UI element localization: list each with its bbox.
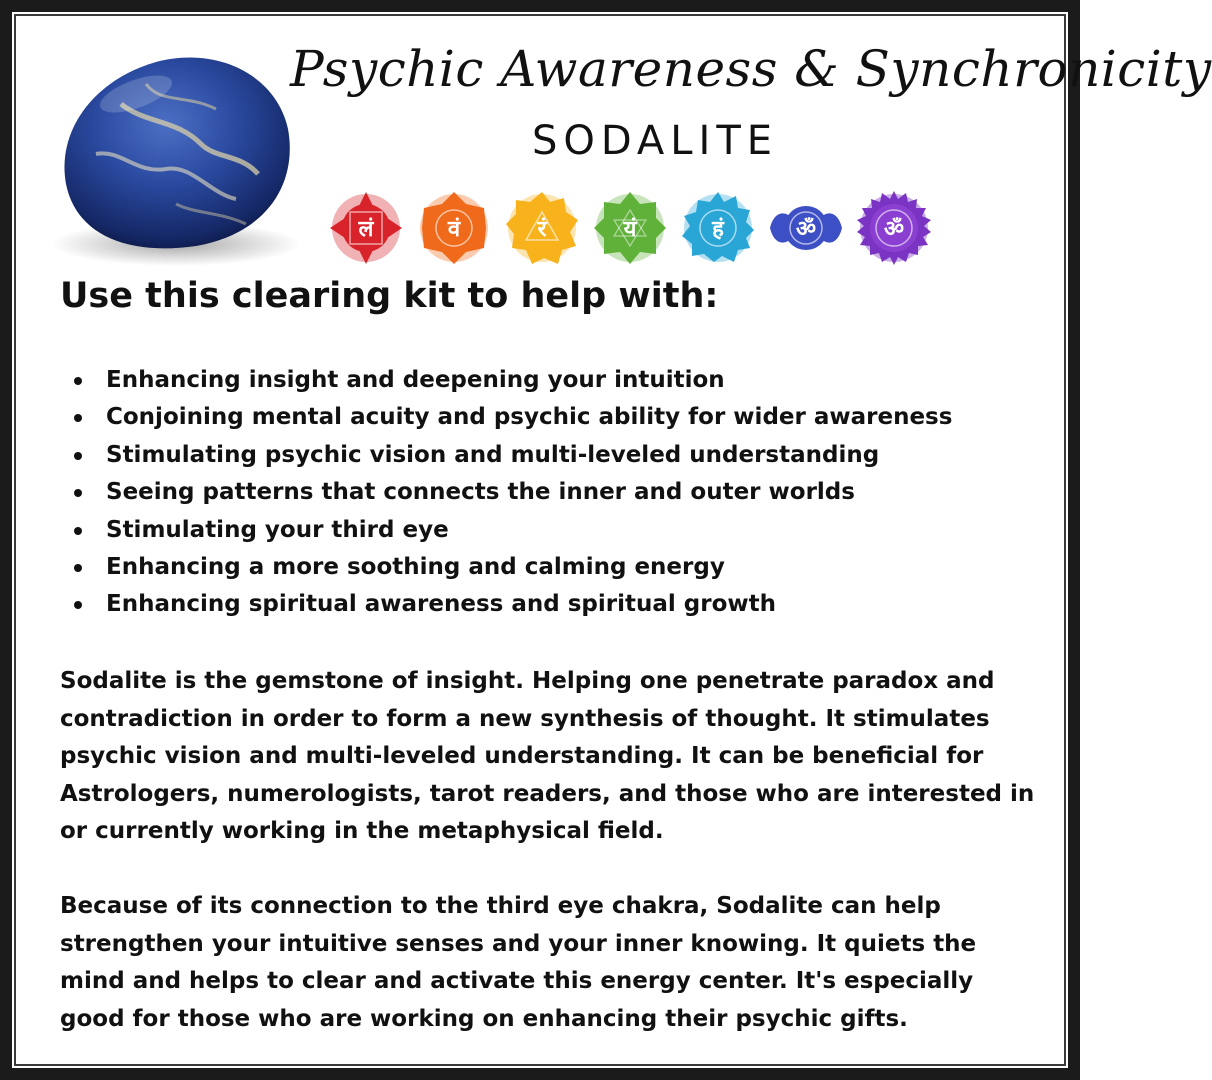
chakra-icons-row [328, 190, 932, 266]
section-heading: Use this clearing kit to help with: [60, 276, 719, 316]
chakra-glyph: रं [537, 217, 547, 242]
sodalite-stone-image [26, 34, 306, 274]
chakra-glyph: हं [712, 217, 724, 242]
throat-chakra-icon [680, 190, 756, 266]
chakra-glyph: वं [447, 217, 461, 242]
chakra-glyph: ॐ [883, 217, 905, 242]
list-item: Enhancing spiritual awareness and spiritual growth [106, 586, 1086, 623]
benefits-list [60, 362, 1086, 624]
chakra-glyph: यं [623, 217, 637, 242]
list-item: Conjoining mental acuity and psychic ability for wider awareness [106, 399, 1086, 436]
third-eye-chakra-icon [768, 190, 844, 266]
third-eye-paragraph: Because of its connection to the third eye chakra, Sodalite can help strengthen your intuitive senses and your inner knowing. It quiets the mind and helps to clear and activate this energy center. It's especially good for those who are working on enhancing their psychic gifts. [60, 893, 977, 1032]
chakra-glyph: लं [358, 217, 374, 242]
list-item: Enhancing a more soothing and calming energy [106, 549, 1086, 586]
list-item: Seeing patterns that connects the inner and outer worlds [106, 474, 1086, 511]
solar-plexus-chakra-icon [504, 190, 580, 266]
crown-chakra-icon [856, 190, 932, 266]
list-item: Stimulating your third eye [106, 512, 1086, 549]
stone-name-subtitle: SODALITE [531, 118, 779, 164]
root-chakra-icon [328, 190, 404, 266]
script-title: Psychic Awareness & Synchronicity [290, 40, 1212, 98]
list-item: Enhancing insight and deepening your intuition [106, 362, 1086, 399]
chakra-glyph: ॐ [795, 217, 817, 242]
heart-chakra-icon [592, 190, 668, 266]
list-item: Stimulating psychic vision and multi-leveled understanding [106, 437, 1086, 474]
sacral-chakra-icon [416, 190, 492, 266]
description-paragraph: Sodalite is the gemstone of insight. Helping one penetrate paradox and contradiction in order to form a new synthesis of thought. It stimulates psychic vision and multi-leveled understanding. It can be beneficial for Astrologers, numerologists, tarot readers, and those who are interested in or currently working in the metaphysical field. [60, 668, 1035, 844]
